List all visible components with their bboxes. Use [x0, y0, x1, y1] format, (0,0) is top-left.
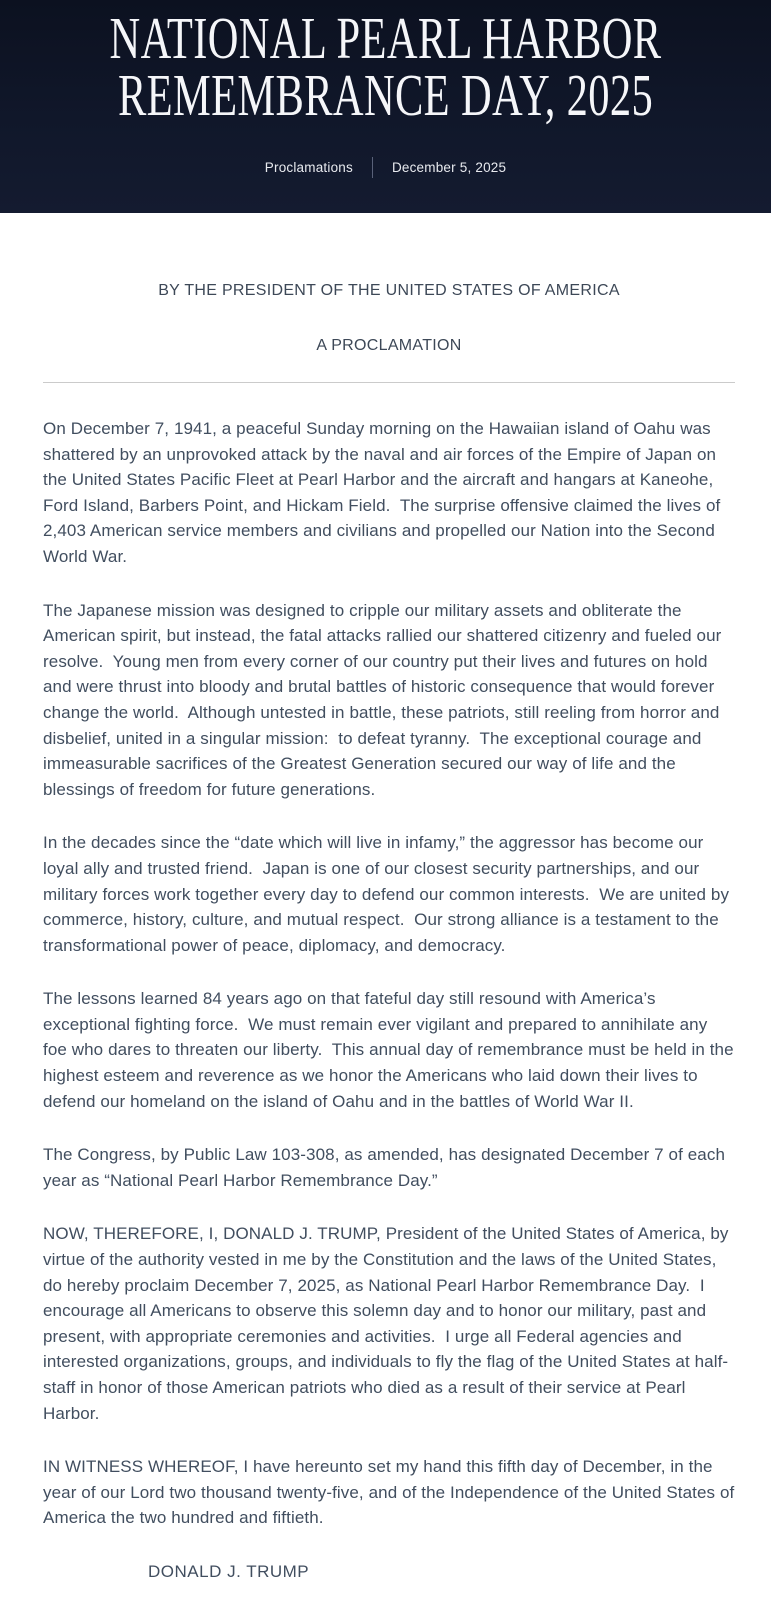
- paragraph-1: On December 7, 1941, a peaceful Sunday morning on the Hawaiian island of Oahu was shattered by an unprovoked attack by the naval and air forces of the Empire of Japan on the United States Pacific Fleet at Pearl Harbor and the aircraft and hangars at Kaneohe, Ford Island, Barbers Point, and Hickam Field. The surprise offensive claimed the lives of 2,403 American service members and civilians and propelled our Nation into the Second World War.: [43, 419, 726, 566]
- publish-date: December 5, 2025: [391, 159, 507, 175]
- page-title: [108, 0, 663, 128]
- article-body: [43, 281, 739, 1615]
- paragraph-7: IN WITNESS WHEREOF, I have hereunto set my hand this fifth day of December, in the year of our Lord two thousand twenty-five, and of the Independence of the United States of America the two hundred and fiftieth.: [43, 1457, 739, 1528]
- article-meta: [0, 157, 771, 178]
- kicker-by-the-president: BY THE PRESIDENT OF THE UNITED STATES OF AMERICA: [158, 282, 620, 299]
- hero-header: [0, 0, 771, 213]
- signature: DONALD J. TRUMP: [148, 1561, 310, 1581]
- divider-rule: [43, 382, 735, 383]
- category-link[interactable]: Proclamations: [264, 159, 353, 175]
- paragraph-4: The lessons learned 84 years ago on that fateful day still resound with America’s exceptional fighting force. We must remain ever vigilant and prepared to annihilate any foe who dares to threaten our liberty. This annual day of remembrance must be held in the highest esteem and reverence as we honor the Americans who laid down their lives to defend our homeland on the island of Oahu and in the battles of World War II.: [43, 989, 739, 1111]
- page-title-line1: NATIONAL PEARL HARBOR: [109, 5, 662, 71]
- paragraph-5: The Congress, by Public Law 103-308, as amended, has designated December 7 of each year as “National Pearl Harbor Remembrance Day.”: [43, 1145, 730, 1190]
- page-title-line2: REMEMBRANCE DAY, 2025: [117, 62, 654, 128]
- paragraph-6: NOW, THEREFORE, I, DONALD J. TRUMP, President of the United States of America, by virtue of the authority vested in me by the Constitution and the laws of the United States, do hereby proclaim December 7, 2025, as National Pearl Harbor Remembrance Day. I encourage all Americans to observe this solemn day and to honor our military, past and present, with appropriate ceremonies and activities. I urge all Federal agencies and interested organizations, groups, and individuals to fly the flag of the United States at half-staff in honor of those American patriots who died as a result of their service at Pearl Harbor.: [43, 1224, 734, 1423]
- paragraph-3: In the decades since the “date which will live in infamy,” the aggressor has become our loyal ally and trusted friend. Japan is one of our closest security partnerships, and our military forces work together every day to defend our common interests. We are united by commerce, history, culture, and mutual respect. Our strong alliance is a testament to the transformational power of peace, diplomacy, and democracy.: [43, 833, 734, 955]
- meta-divider: [372, 157, 373, 178]
- kicker-a-proclamation: A PROCLAMATION: [316, 337, 462, 354]
- paragraph-2: The Japanese mission was designed to cripple our military assets and obliterate the American spirit, but instead, the fatal attacks rallied our shattered citizenry and fueled our resolve. Young men from every corner of our country put their lives and futures on hold and were thrust into bloody and brutal battles of historic consequence that would forever change the world. Although untested in battle, these patriots, still reeling from horror and disbelief, united in a singular mission: to defeat tyranny. The exceptional courage and immeasurable sacrifices of the Greatest Generation secured our way of life and the blessings of freedom for future generations.: [43, 600, 727, 799]
